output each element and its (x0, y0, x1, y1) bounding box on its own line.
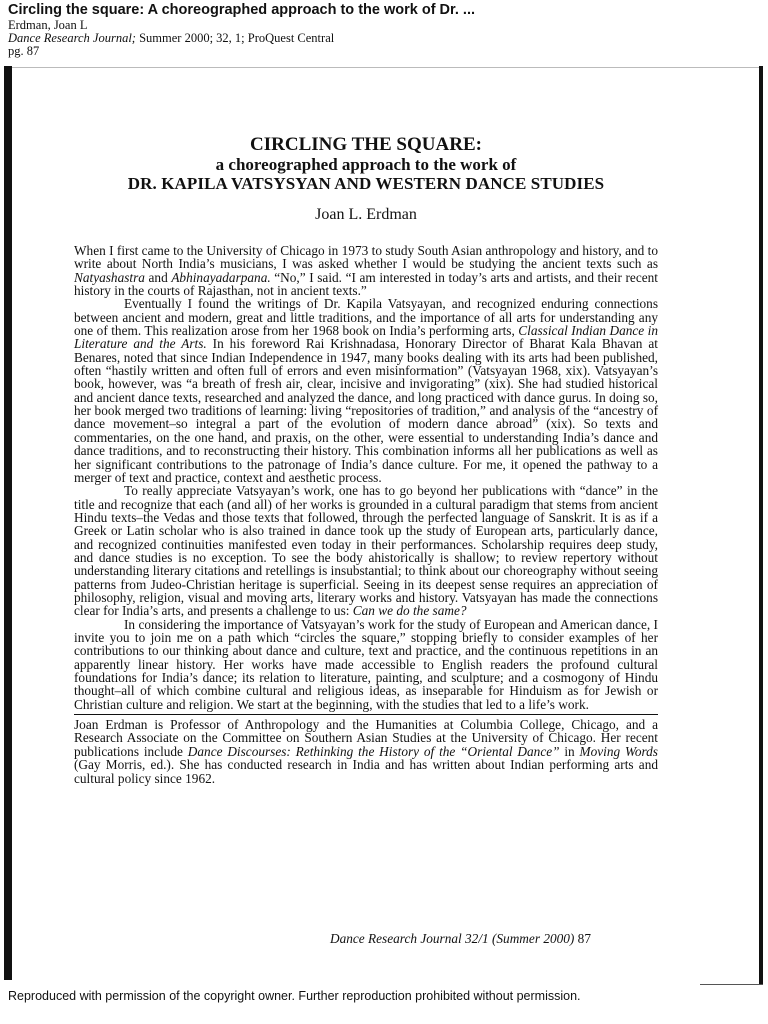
citation-issue: Summer 2000; 32, 1; ProQuest Central (135, 31, 335, 45)
citation-header (8, 2, 748, 58)
article-page (74, 135, 658, 785)
citation-author: Erdman, Joan L (8, 18, 88, 32)
paragraph-1: When I first came to the University of Chicago in 1973 to study South Asian anthropology and history, and to write about North India’s musicians, I was asked whether I would be studying the ancient texts such as Natyashastra and Abhinayadarpana. “No,” I said. “I am interested in today’s arts and artists, and their recent history in the courts of Rajasthan, not in ancient texts.” (74, 243, 658, 299)
article-subtitle: a choreographed approach to the work of (215, 155, 517, 174)
article-subtitle-line2: DR. KAPILA VATSYSYAN AND WESTERN DANCE STUDIES (127, 174, 605, 193)
footer-page-number: 87 (577, 931, 591, 946)
scan-right-foot (700, 984, 763, 985)
citation-source (8, 32, 748, 45)
footer-journal-name: Dance Research Journal 32/1 (Summer 2000) (330, 931, 575, 946)
article-body (74, 244, 658, 711)
citation-title[interactable]: Circling the square: A choreographed approach to the work of Dr. ... (8, 2, 476, 18)
running-footer (330, 931, 660, 947)
article-title: CIRCLING THE SQUARE: (250, 134, 482, 155)
reproduction-notice: Reproduced with permission of the copyright owner. Further reproduction prohibited without permission. (8, 989, 581, 1003)
citation-page: pg. 87 (8, 44, 40, 58)
bio-divider (74, 714, 658, 715)
paragraph-3: To really appreciate Vatsyayan’s work, one has to go beyond her publications with “dance” in the title and recognize that each (and all) of her works is grounded in a cultural paradigm that stems from ancient Hindu texts–the Vedas and those texts that followed, through the perfected language of Sanskrit. It is as if a Greek or Latin scholar who is also trained in dance took up the study of European arts, particularly dance, and recognized continuities manifested even today in their performances. Scholarship requires deep study, and dance studies is no exception. To see the body ahistorically is shallow; to review repertory without understanding literary citations and retellings is insubstantial; to think about our choreography without seeing patterns from Judeo-Christian heritage is superficial. Seeing in its deepest sense requires an appreciation of philosophy, religion, visual and moving arts, literary works and history. Vatsyayan has made the connections clear for India’s arts, and presents a challenge to us: Can we do the same? (74, 483, 658, 619)
scan-right-border (759, 66, 763, 984)
author-bio: Joan Erdman is Professor of Anthropology and the Humanities at Columbia College, Chicago, and a Research Associate on the Committee on Southern Asian Studies at the University of Chicago. Her recent publications include Dance Discourses: Rethinking the History of the “Oriental Dance” in Moving Words (Gay Morris, ed.). She has conducted research in India and has written about Indian performing arts and cultural policy since 1962. (74, 717, 658, 786)
paragraph-2: Eventually I found the writings of Dr. Kapila Vatsyayan, and recognized enduring connections between ancient and modern, great and little traditions, and the importance of all arts for understanding any one of them. This realization arose from her 1968 book on India’s performing arts, Classical Indian Dance in Literature and the Arts. In his foreword Rai Krishnadasa, Honorary Director of Bharat Kala Bhavan at Benares, noted that since Indian Independence in 1947, many books dealing with its arts had been published, often “hastily written and often full of errors and even misinformation” (Vatsyayan 1968, xix). Vatsyayan’s book, however, was “a breath of fresh air, clear, incisive and invigorating” (xix). She had studied historical and ancient dance texts, researched and analyzed the dance, and long practiced with dance gurus. In doing so, her book merged two traditions of learning: living “repositories of tradition,” and analysis of the “ancestry of dance movement–so integral a part of the evolution of modern dance abroad” (xix). So texts and commentaries, on the one hand, and praxis, on the other, were essential to understanding India’s dance and dance traditions, and to reconstructing their history. This combination informs all her publications as well as her significant contributions to the patronage of India’s dance culture. For me, it opened the pathway to a merger of text and practice, context and aesthetic process. (74, 296, 658, 485)
paragraph-4: In considering the importance of Vatsyayan’s work for the study of European and American dance, I invite you to join me on a path which “circles the square,” stopping briefly to consider examples of her contributions to our thinking about dance and culture, text and practice, and the continuous repetitions in an apparently linear history. Her works have made accessible to English readers the profound cultural foundations for India’s dance; its relation to literature, painting, and sculpture; and a cosmogony of Hindu thought–all of which combine cultural and religious ideas, as inseparable for Hinduism as for Jewish or Christian culture and religion. We start at the beginning, with the studies that led to a life’s work. (74, 616, 658, 712)
citation-journal: Dance Research Journal; (8, 31, 136, 45)
scan-top-edge (8, 67, 760, 68)
article-author: Joan L. Erdman (315, 206, 417, 223)
scan-left-border (4, 66, 12, 980)
